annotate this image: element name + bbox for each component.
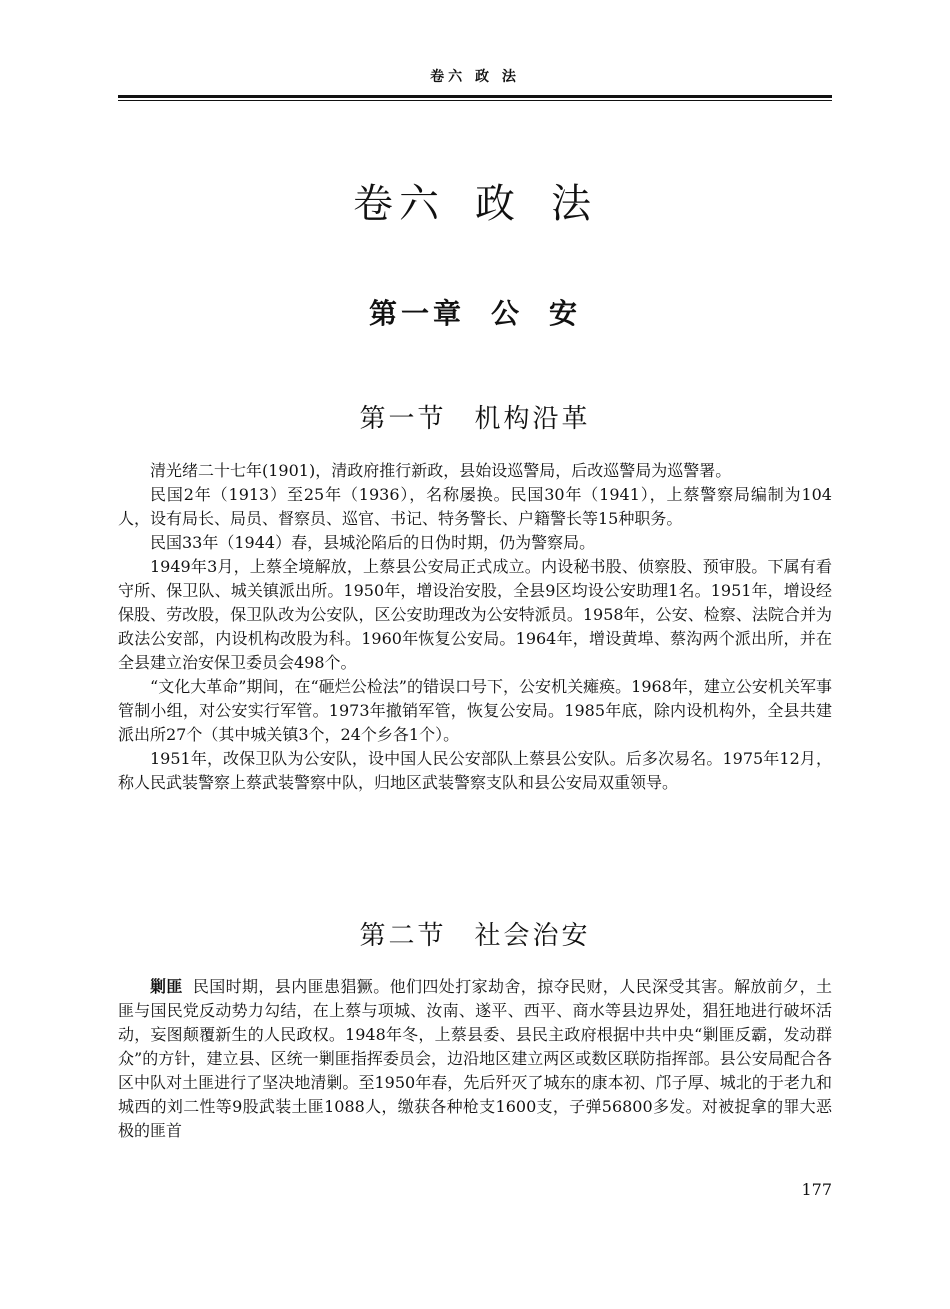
chapter-title <box>0 292 950 332</box>
header-rule-thin <box>118 100 832 101</box>
section-1-body <box>118 459 832 795</box>
section-2-title <box>0 915 950 952</box>
section-2-heading: 社会治安 <box>474 921 591 951</box>
paragraph-text: 民国时期，县内匪患猖獗。他们四处打家劫舍，掠夺民财，人民深受其害。解放前夕，土匪与国民党反动势力勾结，在上蔡与项城、汝南、遂平、西平、商水等县边界处，猖狂地进行破坏活动，妄图颠覆新生的人民政权。1948年冬，上蔡县委、县民主政府根据中共中央“剿匪反霸，发动群众”的方针，建立县、区统一剿匪指挥委员会，边沿地区建立两区或数区联防指挥部。县公安局配合各区中队对土匪进行了坚决地清剿。至1950年春，先后歼灭了城东的康本初、邝子厚、城北的于老九和城西的刘二性等9股武装土匪1088人，缴获各种枪支1600支，子弹56800多发。对被捉拿的罪大恶极的匪首 <box>118 977 832 1140</box>
volume-title-part3: 法 <box>551 181 597 227</box>
chapter-title-part3: 安 <box>549 297 582 330</box>
section-1-title <box>0 398 950 435</box>
run-in-heading: 剿匪 <box>150 977 183 996</box>
paragraph: 民国33年（1944）春，县城沦陷后的日伪时期，仍为警察局。 <box>150 533 596 552</box>
running-head: 卷六 政 法 <box>430 69 520 85</box>
paragraph: 1951年，改保卫队为公安队，设中国人民公安部队上蔡县公安队。后多次易名。1975年12月，称人民武装警察上蔡武装警察中队，归地区武装警察支队和县公安局双重领导。 <box>118 749 832 792</box>
section-1-heading: 机构沿革 <box>474 404 591 434</box>
section-2-number: 第二节 <box>359 921 447 951</box>
page-number: 177 <box>801 1180 832 1199</box>
header-rule-thick <box>118 95 832 98</box>
volume-title-part2: 政 <box>475 181 521 227</box>
paragraph <box>118 975 832 1143</box>
section-1-number: 第一节 <box>359 404 447 434</box>
paragraph: 1949年3月，上蔡全境解放，上蔡县公安局正式成立。内设秘书股、侦察股、预审股。下属有看守所、保卫队、城关镇派出所。1950年，增设治安股，全县9区均设公安助理1名。1951年，增设经保股、劳改股，保卫队改为公安队，区公安助理改为公安特派员。1958年，公安、检察、法院合并为政法公安部，内设机构改股为科。1960年恢复公安局。1964年，增设黄埠、蔡沟两个派出所，并在全县建立治安保卫委员会498个。 <box>118 557 832 672</box>
paragraph: 清光绪二十七年(1901)，清政府推行新政，县始设巡警局，后改巡警局为巡警署。 <box>150 461 732 480</box>
volume-title <box>0 172 950 229</box>
chapter-title-part1: 第一章 <box>368 297 465 330</box>
chapter-title-part2: 公 <box>490 297 523 330</box>
paragraph: 民国2年（1913）至25年（1936），名称屡换。民国30年（1941），上蔡警察局编制为104人，设有局长、局员、督察员、巡官、书记、特务警长、户籍警长等15种职务。 <box>118 485 832 528</box>
volume-title-part1: 卷六 <box>353 181 445 227</box>
section-2-body <box>118 975 832 1143</box>
paragraph: “文化大革命”期间，在“砸烂公检法”的错误口号下，公安机关瘫痪。1968年，建立公安机关军事管制小组，对公安实行军管。1973年撤销军管，恢复公安局。1985年底，除内设机构外，全县共建派出所27个（其中城关镇3个，24个乡各1个）。 <box>118 677 832 744</box>
